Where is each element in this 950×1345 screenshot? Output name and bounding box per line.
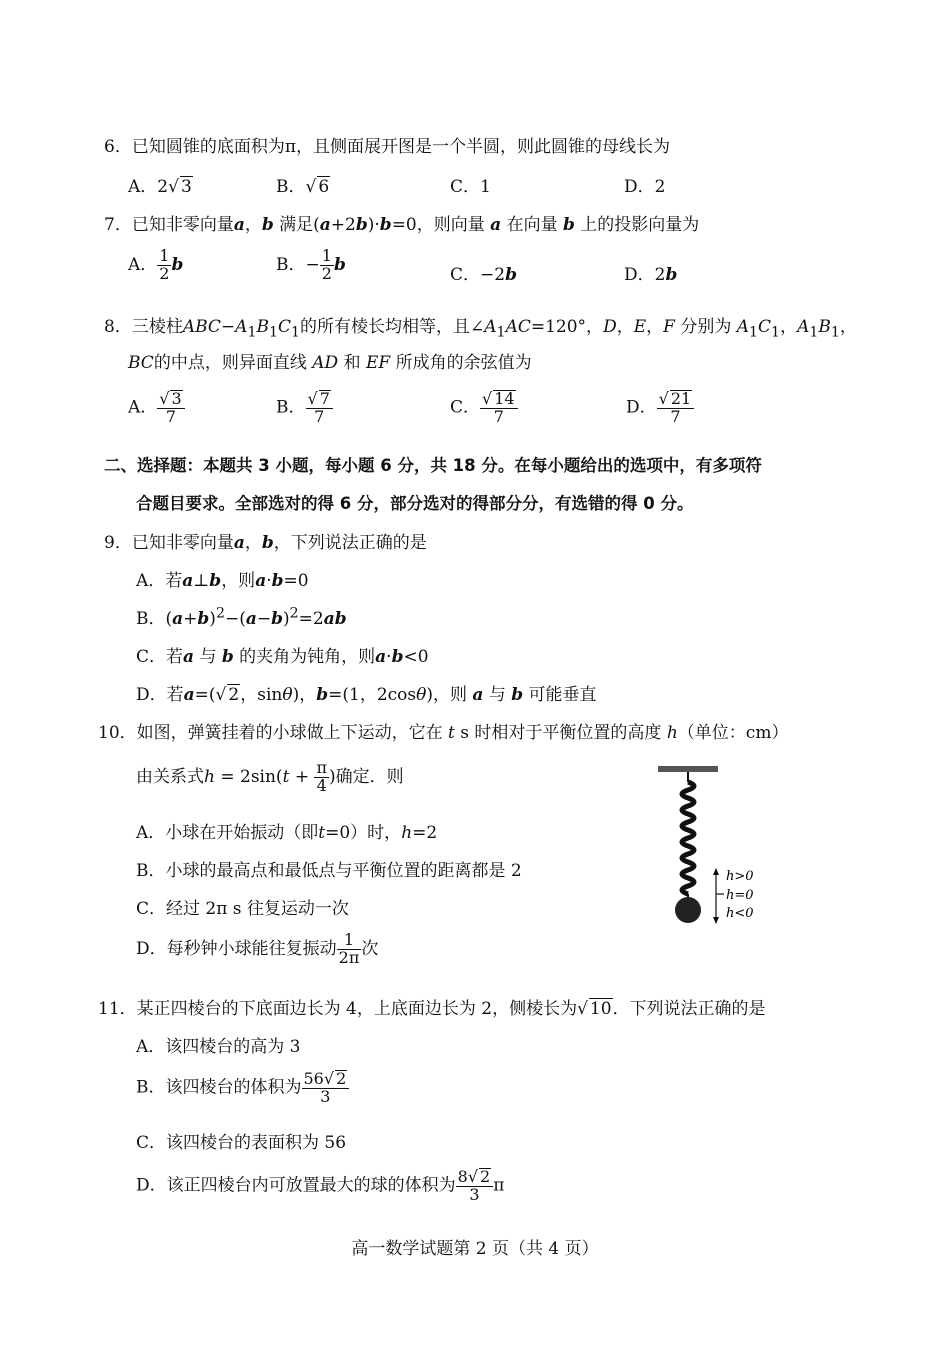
q7-option-c: C．−2b bbox=[450, 265, 517, 285]
spring-coil bbox=[682, 782, 694, 894]
q11-option-c: C．该四棱台的表面积为 56 bbox=[136, 1133, 347, 1153]
q6-option-d: D．2 bbox=[624, 177, 666, 197]
q8-option-d: D． $\frac{√ 21}{7}$ bbox=[626, 390, 694, 426]
ceiling-plate bbox=[658, 766, 718, 772]
q7-option-d: D．2b bbox=[624, 265, 678, 285]
q7-stem: 7．已知非零向量a，b 满足(a+2b)·b=0，则向量 a 在向量 b 上的投影向量为 bbox=[104, 215, 700, 235]
q11-stem: 11．某正四棱台的下底面边长为 4，上底面边长为 2，侧棱长为√ 10．下列说法正确的是 bbox=[98, 999, 766, 1019]
q6-option-a: A．2√ 3 bbox=[128, 177, 192, 197]
q6-option-c: C．1 bbox=[450, 177, 491, 197]
spring-figure bbox=[640, 760, 770, 935]
q8-line1: 8．三棱柱$ABC-A_1B_1C_1$的所有棱长均相等，且$\angle A_1AC=120^\circ$，D，E，F 分别为 $A_1C_1$，$A_1B_1$， bbox=[104, 317, 857, 341]
q6-option-b: B．√ 6 bbox=[276, 177, 330, 197]
q7-option-a: A． $\frac{1}{2}$ b bbox=[128, 246, 184, 283]
q11-option-a: A．该四棱台的高为 3 bbox=[136, 1037, 301, 1057]
q10-stem: 10．如图，弹簧挂着的小球做上下运动，它在 t s 时相对于平衡位置的高度 h（单位：cm） bbox=[98, 723, 789, 743]
q9-option-b: B．$(a+b)^2-(a-b)^2=2ab$ bbox=[136, 605, 347, 629]
q10-option-a: A．小球在开始振动（即t=0）时，h=2 bbox=[136, 823, 438, 843]
label-h-negative: h<0 bbox=[726, 906, 754, 921]
q9-option-d: D．若a=(√ 2，sinθ)，b=(1，2cosθ)，则 a 与 b 可能垂直 bbox=[136, 685, 597, 705]
section2-heading-line1: 二、选择题：本题共 3 小题，每小题 6 分，共 18 分。在每小题给出的选项中，有多项符 bbox=[104, 456, 762, 475]
q10-option-d: D．每秒钟小球能往复振动 $\frac{1}{2\pi}$ 次 bbox=[136, 930, 379, 967]
section2-heading-line2: 合题目要求。全部选对的得 6 分，部分选对的得部分分，有选错的得 0 分。 bbox=[136, 494, 694, 513]
q11-option-d: D．该正四棱台内可放置最大的球的体积为 $\frac{8√ 2}{3}$ π bbox=[136, 1167, 505, 1204]
q8-option-a: A． $\frac{√ 3}{7}$ bbox=[128, 390, 185, 426]
q6-stem: 6．已知圆锥的底面积为π，且侧面展开图是一个半圆，则此圆锥的母线长为 bbox=[104, 137, 670, 157]
q8-option-b: B． $\frac{√ 7}{7}$ bbox=[276, 390, 333, 426]
q10-option-c: C．经过 2π s 往复运动一次 bbox=[136, 899, 349, 919]
q9-option-c: C．若a 与 b 的夹角为钝角，则a·b<0 bbox=[136, 647, 429, 667]
label-h-positive: h>0 bbox=[726, 869, 754, 884]
q11-option-b: B．该四棱台的体积为 $\frac{56√ 2}{3}$ bbox=[136, 1070, 349, 1106]
q8-option-c: C． $\frac{√ 14}{7}$ bbox=[450, 390, 518, 426]
q9-stem: 9．已知非零向量a，b，下列说法正确的是 bbox=[104, 533, 427, 553]
q10-formula: 由关系式h = 2sin(t + $\frac{\pi}{4}$ )确定．则 bbox=[136, 758, 404, 795]
label-h-zero: h=0 bbox=[726, 888, 754, 903]
q8-line2: BC的中点，则异面直线 AD 和 EF 所成角的余弦值为 bbox=[128, 353, 532, 373]
ball bbox=[675, 897, 701, 923]
page-footer: 高一数学试题第 2 页（共 4 页） bbox=[351, 1239, 599, 1259]
q7-option-b: B．− $\frac{1}{2}$ b bbox=[276, 246, 346, 283]
q10-option-b: B．小球的最高点和最低点与平衡位置的距离都是 2 bbox=[136, 861, 522, 881]
q9-option-a: A．若a⊥b，则a·b=0 bbox=[136, 571, 309, 591]
